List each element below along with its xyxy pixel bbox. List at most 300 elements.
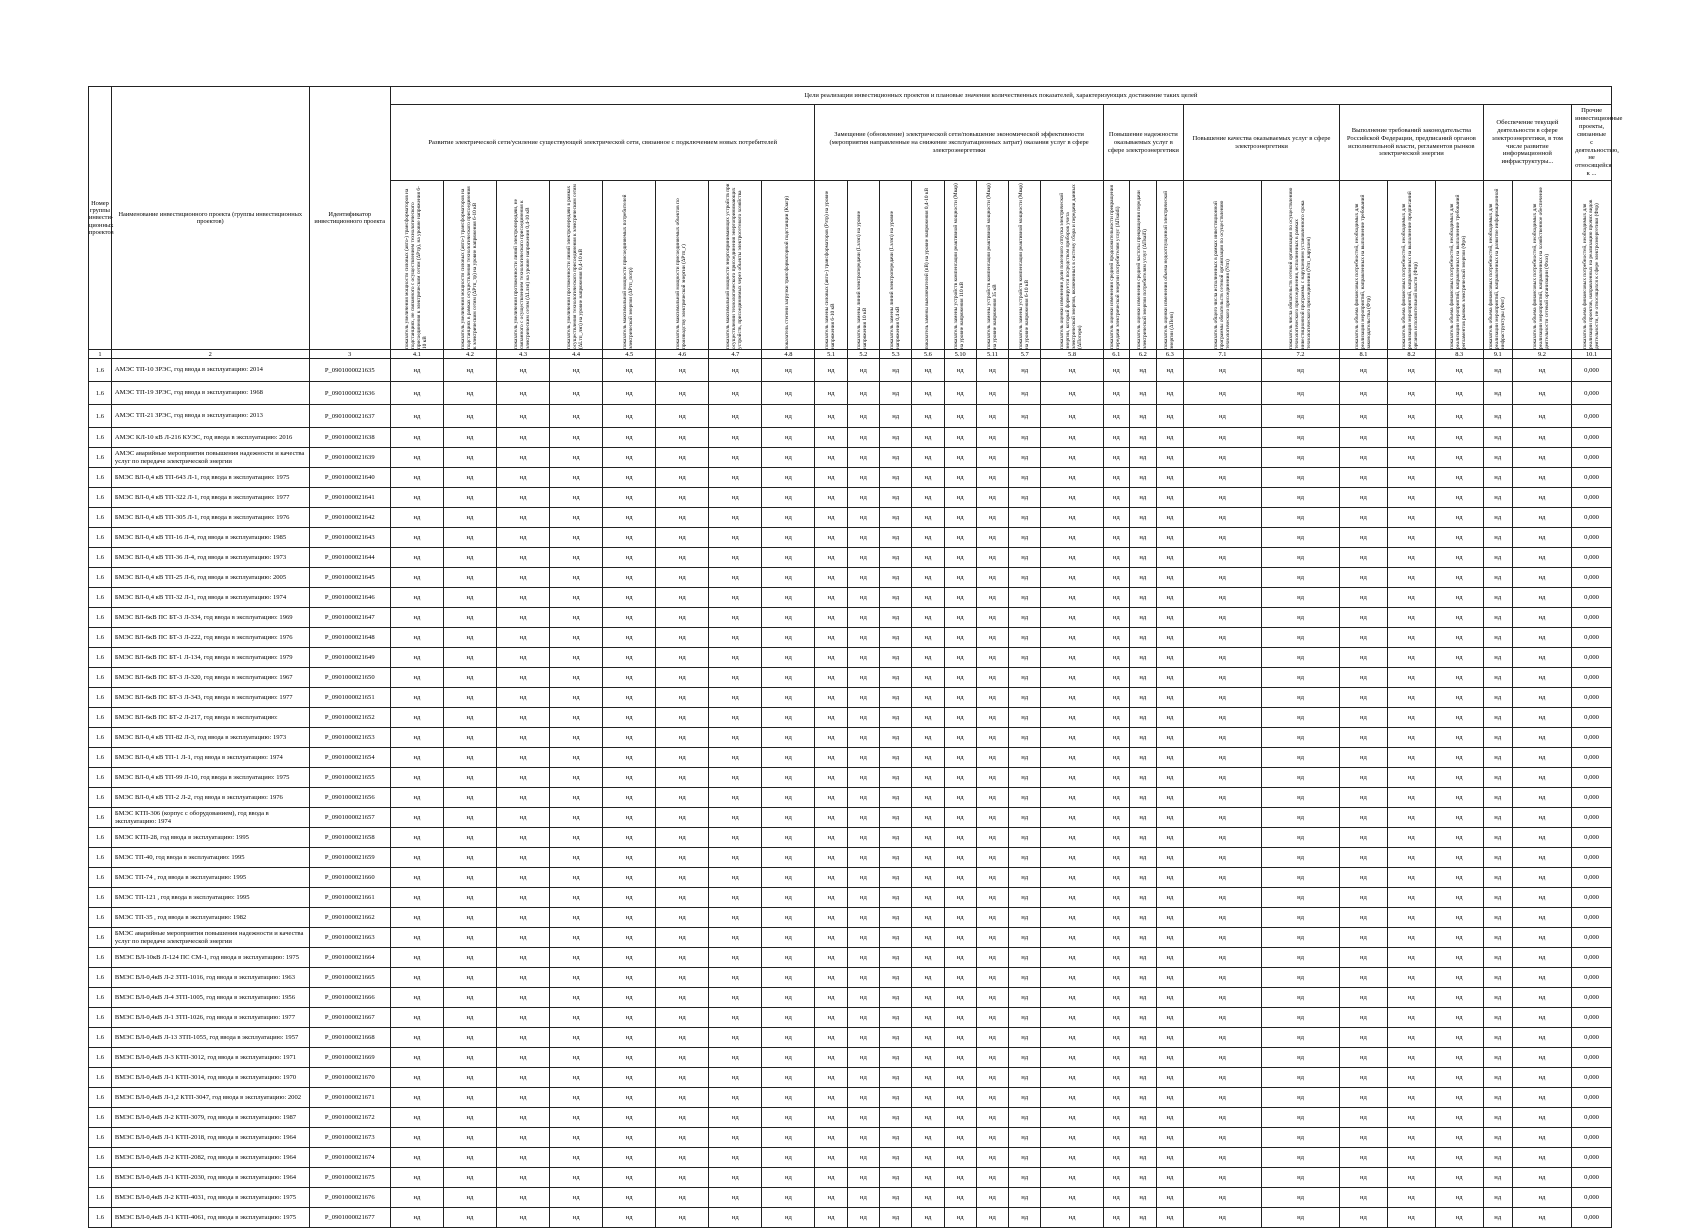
indicator-value-cell: нд <box>762 628 815 648</box>
indicator-value-cell: нд <box>1387 708 1435 728</box>
indicator-value-cell: нд <box>603 908 656 928</box>
indicator-value-cell: 0,000 <box>1572 1148 1612 1168</box>
indicator-value-cell: нд <box>390 448 443 468</box>
indicator-value-cell: нд <box>1041 668 1103 688</box>
indicator-value-cell: нд <box>1512 648 1571 668</box>
indicator-value-cell: нд <box>656 748 709 768</box>
indicator-value-cell: нд <box>880 1088 912 1108</box>
column-number: 2 <box>111 350 309 359</box>
indicator-value-cell: нд <box>656 428 709 448</box>
indicator-value-cell: нд <box>1512 668 1571 688</box>
indicator-value-cell: нд <box>443 1028 496 1048</box>
header-group-number: Номер группы инвести-ционных проектов <box>89 87 112 350</box>
indicator-value-cell: нд <box>976 928 1008 948</box>
indicator-value-cell: нд <box>603 848 656 868</box>
indicator-value-cell: нд <box>443 1068 496 1088</box>
indicator-value-cell: нд <box>912 1148 944 1168</box>
indicator-value-cell: нд <box>976 948 1008 968</box>
indicator-value-cell: нд <box>1129 888 1156 908</box>
indicator-value-cell: нд <box>1340 668 1388 688</box>
indicator-value-cell: нд <box>1483 668 1512 688</box>
indicator-value-cell: 0,000 <box>1572 968 1612 988</box>
indicator-value-cell: нд <box>912 988 944 1008</box>
indicator-value-cell: нд <box>1340 788 1388 808</box>
indicator-value-cell: нд <box>1041 1048 1103 1068</box>
indicator-value-cell: нд <box>1009 768 1041 788</box>
indicator-value-cell: 0,000 <box>1572 808 1612 828</box>
indicator-value-cell: нд <box>709 382 762 405</box>
indicator-value-cell: нд <box>603 1068 656 1088</box>
indicator-value-cell: нд <box>1103 908 1129 928</box>
indicator-value-cell: нд <box>1483 628 1512 648</box>
indicator-value-cell: нд <box>1156 1028 1183 1048</box>
project-name-cell: БМЭС ВЛ-0,4 кВ ТП-99 Л-10, год ввода в эксплуатацию: 1975 <box>111 768 309 788</box>
column-number: 5.8 <box>1041 350 1103 359</box>
indicator-value-cell: нд <box>762 359 815 382</box>
indicator-value-cell: нд <box>1041 1148 1103 1168</box>
indicator-value-cell: нд <box>1512 708 1571 728</box>
indicator-value-cell: нд <box>1340 1128 1388 1148</box>
indicator-value-cell: нд <box>1009 688 1041 708</box>
indicator-value-cell: нд <box>1483 988 1512 1008</box>
indicator-value-cell: нд <box>1183 808 1261 828</box>
indicator-value-cell: нд <box>656 1208 709 1228</box>
indicator-value-cell: нд <box>603 508 656 528</box>
indicator-value-cell: нд <box>497 1208 550 1228</box>
indicator-value-cell: нд <box>603 608 656 628</box>
indicator-value-cell: нд <box>1009 448 1041 468</box>
indicator-value-cell: нд <box>1387 788 1435 808</box>
indicator-value-cell: нд <box>1340 808 1388 828</box>
project-id-cell: P_0901000021643 <box>309 528 390 548</box>
indicator-value-cell: нд <box>550 1208 603 1228</box>
indicator-value-cell: нд <box>847 648 879 668</box>
indicator-value-cell: нд <box>497 768 550 788</box>
indicator-value-cell: нд <box>880 405 912 428</box>
indicator-value-cell: нд <box>1156 1068 1183 1088</box>
indicator-value-cell: нд <box>603 1208 656 1228</box>
indicator-value-cell: нд <box>1261 688 1339 708</box>
indicator-value-cell: нд <box>944 948 976 968</box>
indicator-value-cell: нд <box>1387 1128 1435 1148</box>
indicator-value-cell: нд <box>1512 382 1571 405</box>
indicator-value-cell: нд <box>912 748 944 768</box>
indicator-value-cell: нд <box>1435 808 1483 828</box>
indicator-value-cell: нд <box>1156 568 1183 588</box>
indicator-value-cell: нд <box>1156 508 1183 528</box>
indicator-value-cell: нд <box>1435 948 1483 968</box>
indicator-value-cell: нд <box>1041 508 1103 528</box>
indicator-value-cell: нд <box>1435 359 1483 382</box>
indicator-value-cell: нд <box>1183 1168 1261 1188</box>
indicator-value-cell: нд <box>1156 988 1183 1008</box>
table-row <box>89 1108 1612 1128</box>
project-name-cell: ВМЭС ВЛ-0,4кВ Л-13 ЗТП-1055, год ввода в эксплуатацию: 1957 <box>111 1028 309 1048</box>
indicator-value-cell: нд <box>880 488 912 508</box>
indicator-value-cell: нд <box>1156 608 1183 628</box>
indicator-value-cell: нд <box>1387 382 1435 405</box>
indicator-value-cell: нд <box>815 808 847 828</box>
indicator-value-cell: 0,000 <box>1572 568 1612 588</box>
indicator-value-cell: нд <box>1512 948 1571 968</box>
indicator-value-cell: нд <box>1103 528 1129 548</box>
indicator-value-cell: нд <box>443 788 496 808</box>
indicator-value-cell: нд <box>656 1088 709 1108</box>
indicator-value-cell: нд <box>1183 748 1261 768</box>
header-indicator: показатель увеличения мощности силовых (авто-) трансформаторов на подстанциях, не связанного с осуществлением технологического присоединения к электрическим сетям (ΔPтр), на уровне напряжения 6-10 кВ <box>390 181 443 350</box>
indicator-value-cell: нд <box>847 1088 879 1108</box>
indicator-value-cell: 0,000 <box>1572 468 1612 488</box>
indicator-value-cell: нд <box>815 628 847 648</box>
indicator-value-cell: нд <box>1340 1048 1388 1068</box>
indicator-value-cell: нд <box>944 648 976 668</box>
table-row <box>89 748 1612 768</box>
indicator-value-cell: нд <box>944 359 976 382</box>
indicator-value-cell: нд <box>709 1048 762 1068</box>
indicator-value-cell: нд <box>912 928 944 948</box>
indicator-value-cell: нд <box>1103 1008 1129 1028</box>
indicator-value-cell: нд <box>550 1088 603 1108</box>
indicator-value-cell: нд <box>1129 448 1156 468</box>
indicator-value-cell: нд <box>815 768 847 788</box>
indicator-value-cell: нд <box>847 908 879 928</box>
indicator-value-cell: нд <box>815 1148 847 1168</box>
indicator-value-cell: нд <box>944 768 976 788</box>
indicator-value-cell: нд <box>390 1048 443 1068</box>
indicator-value-cell: нд <box>1340 359 1388 382</box>
indicator-value-cell: нд <box>1103 1208 1129 1228</box>
indicator-value-cell: нд <box>1483 428 1512 448</box>
indicator-value-cell: нд <box>1435 508 1483 528</box>
project-id-cell: P_0901000021646 <box>309 588 390 608</box>
indicator-value-cell: нд <box>1129 528 1156 548</box>
indicator-value-cell: нд <box>497 728 550 748</box>
indicator-value-cell: нд <box>656 488 709 508</box>
indicator-value-cell: нд <box>656 1148 709 1168</box>
indicator-value-cell: нд <box>550 648 603 668</box>
indicator-value-cell: нд <box>1387 688 1435 708</box>
indicator-value-cell: нд <box>497 528 550 548</box>
column-number: 4.6 <box>656 350 709 359</box>
indicator-value-cell: нд <box>976 668 1008 688</box>
column-number: 4.2 <box>443 350 496 359</box>
indicator-value-cell: нд <box>1340 948 1388 968</box>
indicator-value-cell: нд <box>1009 708 1041 728</box>
indicator-value-cell: нд <box>1009 748 1041 768</box>
indicator-value-cell: нд <box>709 528 762 548</box>
indicator-value-cell: нд <box>1009 1008 1041 1028</box>
indicator-value-cell: нд <box>1340 468 1388 488</box>
indicator-value-cell: нд <box>1261 668 1339 688</box>
indicator-value-cell: нд <box>847 1208 879 1228</box>
column-number: 4.7 <box>709 350 762 359</box>
indicator-value-cell: 0,000 <box>1572 1048 1612 1068</box>
indicator-value-cell: нд <box>1041 648 1103 668</box>
indicator-value-cell: нд <box>1261 1128 1339 1148</box>
indicator-value-cell: нд <box>709 1108 762 1128</box>
indicator-value-cell: нд <box>1387 828 1435 848</box>
indicator-value-cell: нд <box>815 1188 847 1208</box>
indicator-value-cell: нд <box>390 768 443 788</box>
indicator-value-cell: 0,000 <box>1572 1208 1612 1228</box>
indicator-value-cell: нд <box>880 908 912 928</box>
indicator-value-cell: 0,000 <box>1572 728 1612 748</box>
indicator-value-cell: нд <box>912 888 944 908</box>
indicator-value-cell: нд <box>1129 848 1156 868</box>
indicator-value-cell: нд <box>390 405 443 428</box>
indicator-value-cell: нд <box>1512 359 1571 382</box>
indicator-value-cell: нд <box>656 359 709 382</box>
indicator-value-cell: нд <box>1483 708 1512 728</box>
indicator-value-cell: нд <box>944 888 976 908</box>
project-name-cell: БМЭС ВЛ-6кВ ПС БТ-2 Л-217, год ввода в эксплуатацию: <box>111 708 309 728</box>
indicator-value-cell: нд <box>1183 488 1261 508</box>
indicator-value-cell: нд <box>1129 688 1156 708</box>
column-number: 4.3 <box>497 350 550 359</box>
indicator-value-cell: нд <box>880 1048 912 1068</box>
indicator-value-cell: нд <box>1041 868 1103 888</box>
indicator-value-cell: нд <box>550 428 603 448</box>
indicator-value-cell: нд <box>1387 948 1435 968</box>
group-number-cell: 1.6 <box>89 588 112 608</box>
project-id-cell: P_0901000021675 <box>309 1168 390 1188</box>
indicator-value-cell: нд <box>815 728 847 748</box>
project-name-cell: БМЭС ВЛ-0,4 кВ ТП-32 Л-1, год ввода в эксплуатацию: 1974 <box>111 588 309 608</box>
indicator-value-cell: нд <box>1009 628 1041 648</box>
indicator-value-cell: нд <box>1512 728 1571 748</box>
indicator-value-cell: нд <box>1483 588 1512 608</box>
group-number-cell: 1.6 <box>89 628 112 648</box>
indicator-value-cell: нд <box>1512 588 1571 608</box>
indicator-value-cell: нд <box>390 1108 443 1128</box>
indicator-value-cell: нд <box>1261 428 1339 448</box>
indicator-value-cell: нд <box>976 628 1008 648</box>
indicator-value-cell: нд <box>443 405 496 428</box>
indicator-value-cell: нд <box>1261 1008 1339 1028</box>
indicator-value-cell: нд <box>880 1128 912 1148</box>
indicator-value-cell: нд <box>1103 448 1129 468</box>
indicator-value-cell: нд <box>847 928 879 948</box>
indicator-value-cell: нд <box>550 608 603 628</box>
group-number-cell: 1.6 <box>89 928 112 948</box>
indicator-value-cell: нд <box>1483 1068 1512 1088</box>
indicator-value-cell: нд <box>1103 468 1129 488</box>
group-number-cell: 1.6 <box>89 768 112 788</box>
indicator-value-cell: нд <box>603 548 656 568</box>
indicator-value-cell: нд <box>1340 1108 1388 1128</box>
indicator-value-cell: нд <box>1340 1068 1388 1088</box>
indicator-value-cell: нд <box>1483 788 1512 808</box>
indicator-value-cell: нд <box>762 488 815 508</box>
indicator-value-cell: нд <box>1261 528 1339 548</box>
indicator-value-cell: нд <box>497 1148 550 1168</box>
indicator-value-cell: нд <box>815 1008 847 1028</box>
indicator-value-cell: нд <box>1340 1008 1388 1028</box>
indicator-value-cell: нд <box>390 488 443 508</box>
indicator-value-cell: нд <box>762 788 815 808</box>
indicator-value-cell: нд <box>1435 428 1483 448</box>
column-number: 7.1 <box>1183 350 1261 359</box>
indicator-value-cell: нд <box>944 1008 976 1028</box>
indicator-value-cell: нд <box>880 828 912 848</box>
project-name-cell: БМЭС ВЛ-0,4 кВ ТП-2 Л-2, год ввода в эксплуатацию: 1976 <box>111 788 309 808</box>
column-number: 4.5 <box>603 350 656 359</box>
indicator-value-cell: нд <box>815 708 847 728</box>
indicator-value-cell: нд <box>550 1168 603 1188</box>
group-number-cell: 1.6 <box>89 488 112 508</box>
indicator-value-cell: 0,000 <box>1572 888 1612 908</box>
project-name-cell: ВМЭС ВЛ-0,4кВ Л-2 ЗТП-1016, год ввода в эксплуатацию: 1963 <box>111 968 309 988</box>
indicator-value-cell: нд <box>1129 1108 1156 1128</box>
indicator-value-cell: нд <box>944 382 976 405</box>
indicator-value-cell: нд <box>443 508 496 528</box>
indicator-value-cell: нд <box>1041 468 1103 488</box>
group-number-cell: 1.6 <box>89 948 112 968</box>
indicator-value-cell: нд <box>847 728 879 748</box>
indicator-value-cell: нд <box>497 868 550 888</box>
indicator-value-cell: нд <box>815 548 847 568</box>
indicator-value-cell: нд <box>912 908 944 928</box>
group-number-cell: 1.6 <box>89 1108 112 1128</box>
project-name-cell: БМЭС КТП-28, год ввода в эксплуатацию: 1995 <box>111 828 309 848</box>
indicator-value-cell: 0,000 <box>1572 588 1612 608</box>
group-number-cell: 1.6 <box>89 405 112 428</box>
indicator-value-cell: нд <box>1103 1048 1129 1068</box>
indicator-value-cell: нд <box>390 588 443 608</box>
indicator-value-cell: нд <box>656 1188 709 1208</box>
indicator-value-cell: нд <box>1041 928 1103 948</box>
indicator-value-cell: нд <box>1512 768 1571 788</box>
indicator-value-cell: нд <box>1156 548 1183 568</box>
group-number-cell: 1.6 <box>89 988 112 1008</box>
indicator-value-cell: нд <box>1387 928 1435 948</box>
indicator-value-cell: нд <box>603 405 656 428</box>
indicator-value-cell: нд <box>912 448 944 468</box>
indicator-value-cell: нд <box>912 359 944 382</box>
indicator-value-cell: нд <box>880 668 912 688</box>
indicator-value-cell: нд <box>1183 1068 1261 1088</box>
indicator-value-cell: нд <box>976 1048 1008 1068</box>
indicator-value-cell: нд <box>1103 1068 1129 1088</box>
indicator-value-cell: нд <box>390 1028 443 1048</box>
indicator-value-cell: нд <box>1483 768 1512 788</box>
indicator-value-cell: нд <box>390 868 443 888</box>
indicator-value-cell: нд <box>944 488 976 508</box>
group-number-cell: 1.6 <box>89 828 112 848</box>
header-indicator: показатель объема финансовых потребностей, необходимых для реализации мероприятий, направленных на хозяйственное обеспечение деятельности сетевой организации (Фхоз) <box>1512 181 1571 350</box>
table-row <box>89 428 1612 448</box>
indicator-value-cell: нд <box>656 468 709 488</box>
indicator-value-cell: нд <box>1156 1128 1183 1148</box>
indicator-value-cell: нд <box>1340 868 1388 888</box>
indicator-value-cell: нд <box>497 668 550 688</box>
indicator-value-cell: нд <box>1009 608 1041 628</box>
indicator-value-cell: нд <box>709 1128 762 1148</box>
indicator-value-cell: нд <box>1129 1188 1156 1208</box>
indicator-value-cell: нд <box>1435 1068 1483 1088</box>
indicator-value-cell: нд <box>944 628 976 648</box>
indicator-value-cell: нд <box>1483 1048 1512 1068</box>
indicator-value-cell: нд <box>550 1128 603 1148</box>
indicator-value-cell: нд <box>1103 405 1129 428</box>
indicator-value-cell: нд <box>912 948 944 968</box>
indicator-value-cell: нд <box>1512 908 1571 928</box>
indicator-value-cell: нд <box>1435 668 1483 688</box>
indicator-value-cell: 0,000 <box>1572 1028 1612 1048</box>
indicator-value-cell: нд <box>497 588 550 608</box>
indicator-value-cell: нд <box>443 948 496 968</box>
indicator-value-cell: нд <box>443 1168 496 1188</box>
indicator-value-cell: нд <box>815 868 847 888</box>
indicator-value-cell: нд <box>603 768 656 788</box>
indicator-value-cell: нд <box>443 868 496 888</box>
indicator-value-cell: нд <box>912 1048 944 1068</box>
indicator-value-cell: нд <box>709 488 762 508</box>
indicator-value-cell: нд <box>762 668 815 688</box>
indicator-value-cell: нд <box>880 1168 912 1188</box>
indicator-value-cell: нд <box>497 1088 550 1108</box>
indicator-value-cell: нд <box>1183 359 1261 382</box>
indicator-value-cell: 0,000 <box>1572 908 1612 928</box>
indicator-value-cell: нд <box>1009 968 1041 988</box>
indicator-value-cell: нд <box>1103 508 1129 528</box>
indicator-value-cell: нд <box>1129 1128 1156 1148</box>
indicator-value-cell: 0,000 <box>1572 528 1612 548</box>
indicator-value-cell: нд <box>880 528 912 548</box>
indicator-value-cell: нд <box>1435 488 1483 508</box>
indicator-value-cell: нд <box>912 1088 944 1108</box>
indicator-value-cell: нд <box>1009 382 1041 405</box>
indicator-value-cell: нд <box>1387 1088 1435 1108</box>
project-name-cell: БМЭС ТП-35 , год ввода в эксплуатацию: 1982 <box>111 908 309 928</box>
table-row <box>89 405 1612 428</box>
indicator-value-cell: нд <box>1183 828 1261 848</box>
indicator-value-cell: нд <box>1041 1008 1103 1028</box>
indicator-value-cell: нд <box>815 828 847 848</box>
indicator-value-cell: нд <box>1435 405 1483 428</box>
table-row <box>89 928 1612 948</box>
indicator-value-cell: нд <box>1261 1068 1339 1088</box>
indicator-value-cell: нд <box>550 1008 603 1028</box>
indicator-value-cell: нд <box>443 828 496 848</box>
project-id-cell: P_0901000021638 <box>309 428 390 448</box>
indicator-value-cell: нд <box>976 988 1008 1008</box>
indicator-value-cell: нд <box>880 848 912 868</box>
indicator-value-cell: нд <box>497 648 550 668</box>
indicator-value-cell: нд <box>944 1108 976 1128</box>
indicator-value-cell: нд <box>1387 448 1435 468</box>
indicator-value-cell: нд <box>976 488 1008 508</box>
project-name-cell: ВМЭС ВЛ-0,4кВ Л-2 КТП-2082, год ввода в эксплуатацию: 1964 <box>111 1148 309 1168</box>
indicator-value-cell: нд <box>1483 508 1512 528</box>
indicator-value-cell: 0,000 <box>1572 1068 1612 1088</box>
indicator-value-cell: нд <box>1261 888 1339 908</box>
indicator-value-cell: нд <box>1261 748 1339 768</box>
indicator-value-cell: нд <box>1435 748 1483 768</box>
indicator-value-cell: нд <box>1387 608 1435 628</box>
indicator-value-cell: нд <box>1129 808 1156 828</box>
indicator-value-cell: нд <box>390 1008 443 1028</box>
group-number-cell: 1.6 <box>89 1028 112 1048</box>
indicator-value-cell: нд <box>762 608 815 628</box>
indicator-value-cell: нд <box>1483 468 1512 488</box>
indicator-value-cell: нд <box>1435 868 1483 888</box>
indicator-value-cell: нд <box>709 468 762 488</box>
indicator-value-cell: нд <box>1183 688 1261 708</box>
indicator-value-cell: нд <box>443 988 496 1008</box>
indicator-value-cell: нд <box>1387 988 1435 1008</box>
indicator-value-cell: нд <box>390 508 443 528</box>
